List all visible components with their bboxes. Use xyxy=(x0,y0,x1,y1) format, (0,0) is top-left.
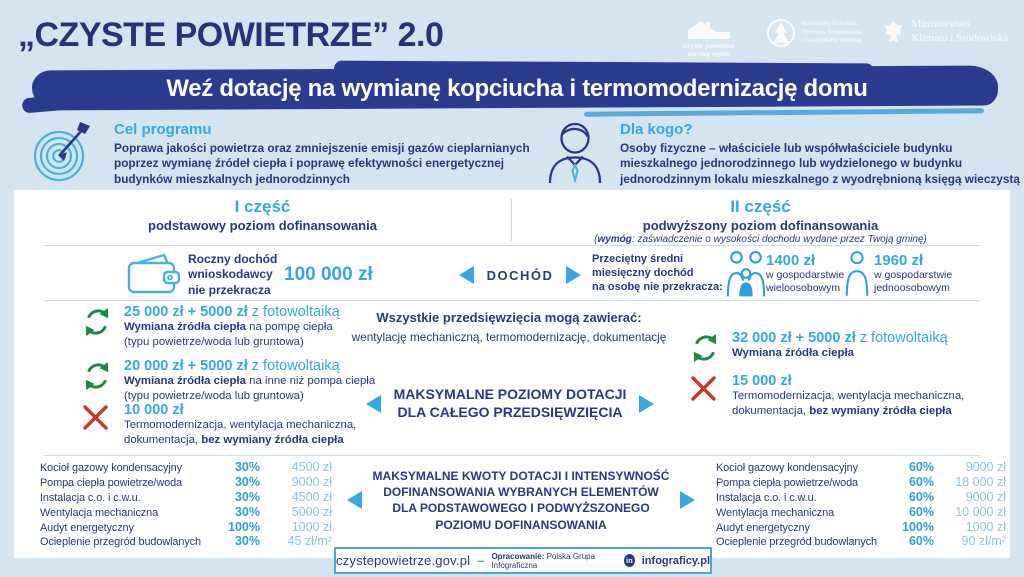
subsidy-item: 10 000 zł Termomodernizacja, wentylacja mechaniczna, dokumentacja, bez wymiany źródła ciepła xyxy=(82,402,356,447)
who-body: Osoby fizyczne – właściciele lub współwłaściciele budynku mieszkalnego jednorodzinnego lub wydzielonego w budynku jednorodzinnym lokalu mieszkalnego z wyodrębnioną księgą wieczystą xyxy=(620,141,1020,186)
program-url: czystepowietrze.gov.pl xyxy=(336,553,471,568)
part2-note: (wymóg: zaświadczenie o wysokości dochodu wydane przez Twoją gminę) xyxy=(594,234,927,245)
arrow-right-icon xyxy=(639,395,654,413)
arrow-left-icon xyxy=(459,266,474,284)
single-household-value: 1960 zł w gospodarstwie jednoosobowym xyxy=(874,252,953,295)
table-row: Kocioł gazowy kondensacyjny 60% 9000 zł xyxy=(716,460,1006,474)
goal-heading: Cel programu xyxy=(114,121,212,138)
part2-header xyxy=(511,197,1010,245)
single-person-icon xyxy=(844,250,870,302)
wallet-icon xyxy=(126,253,180,300)
table-row: Ocieplenie przegród budowlanych 30% 45 zł/m² xyxy=(40,534,332,549)
arrow-right-icon xyxy=(566,266,581,284)
infograficy-logo-icon: in xyxy=(624,554,635,567)
income-axis xyxy=(440,266,600,284)
row-divider xyxy=(44,455,980,456)
logo-text: Narodowy Fundusz xyxy=(801,20,858,28)
who-section xyxy=(620,121,1020,187)
part2-subtitle: podwyższony poziom dofinansowania xyxy=(642,218,879,233)
family-icon xyxy=(726,250,766,302)
x-icon xyxy=(690,373,720,407)
credit-text: Opracowanie: Polska Grupa Infograficzna xyxy=(491,551,596,570)
table-row: Wentylacja mechaniczna 30% 5000 zł xyxy=(40,504,332,519)
person-icon xyxy=(546,119,604,188)
multi-household-value: 1400 zł w gospodarstwie wieloosobowym xyxy=(766,252,845,295)
recycle-icon xyxy=(82,358,112,397)
elevated-level-table xyxy=(716,460,1006,549)
partner-logos xyxy=(674,18,1008,59)
all-projects-subtitle: wentylację mechaniczną, termomodernizację, dokumentację xyxy=(351,330,667,344)
headline-banner xyxy=(24,64,1010,116)
separator-dash: – xyxy=(477,553,485,568)
subsidy-item: 32 000 zł + 5000 zł z fotowoltaiką Wymiana źródła ciepła xyxy=(690,330,948,369)
logo-text: Ochrony Środowiska xyxy=(801,28,862,36)
arrow-left-icon xyxy=(366,395,381,413)
multi-amount: 1400 zł xyxy=(766,252,816,269)
eagle-icon xyxy=(883,20,904,44)
table-row: Audyt energetyczny 100% 1000 zł xyxy=(40,519,332,534)
czyste-powietrze-logo xyxy=(674,18,744,59)
annual-income-label: Roczny dochód wnioskodawcy nie przekracza xyxy=(188,252,278,297)
brand-name: infograficy.pl xyxy=(641,554,710,567)
all-projects-title: Wszystkie przedsięwzięcia mogą zawierać: xyxy=(376,310,642,325)
table-row: Pompa ciepła powietrze/woda 30% 9000 zł xyxy=(40,474,332,489)
house-icon xyxy=(687,18,731,40)
table-row: Instalacja c.o. i c.w.u. 60% 9000 zł xyxy=(716,489,1006,504)
subsidy-item: 20 000 zł + 5000 zł z fotowoltaiką Wymiana źródła ciepła na inne niż pompa ciepła (typu powietrze/woda lub gruntowa) xyxy=(82,358,375,403)
goal-section xyxy=(114,121,559,187)
table-row: Ocieplenie przegród budowlanych 60% 90 zł/m² xyxy=(716,534,1006,549)
logo-text: i Gospodarki Wodnej xyxy=(801,37,862,45)
footer-bar xyxy=(334,547,712,574)
subsidy-item: 15 000 zł Termomodernizacja, wentylacja mechaniczna, dokumentacja, bez wymiany źródła ciepła xyxy=(690,373,964,418)
monthly-income-label: Przeciętny średni miesięczny dochód na osobę nie przekracza: xyxy=(592,253,723,294)
who-heading: Dla kogo? xyxy=(620,121,693,138)
part1-header xyxy=(14,197,511,233)
recycle-icon xyxy=(690,330,720,369)
basic-level-table xyxy=(40,460,332,549)
recycle-icon xyxy=(82,304,112,343)
page-title: „CZYSTE POWIETRZE” 2.0 xyxy=(18,16,444,54)
target-icon xyxy=(32,119,94,188)
goal-body: Poprawa jakości powietrza oraz zmniejszenie emisji gazów cieplarnianych poprzez wymianę źródeł ciepła i poprawę efektywności energetycznej budynków mieszkalnych jednorodzinnych xyxy=(114,141,530,186)
income-axis-label: DOCHÓD xyxy=(486,267,554,283)
table-row: Pompa ciepła powietrze/woda 60% 18 000 zł xyxy=(716,474,1006,489)
part1-title: I część xyxy=(234,197,291,216)
arrow-right-icon xyxy=(680,491,695,509)
ministry-logo xyxy=(883,18,1008,46)
tree-circle-icon xyxy=(766,18,796,48)
subsidy-item: 25 000 zł + 5000 zł z fotowoltaiką Wymiana źródła ciepła na pompę ciepła (typu powietrze/woda lub gruntowa) xyxy=(82,304,340,349)
nfosigw-logo xyxy=(766,18,861,48)
table-row: Kocioł gazowy kondensacyjny 30% 4500 zł xyxy=(40,460,332,474)
row-divider xyxy=(44,245,980,246)
x-icon xyxy=(82,402,112,436)
logo-text: zdrowy wybór xyxy=(687,51,731,59)
max-levels-banner: MAKSYMALNE POZIOMY DOTACJI DLA CAŁEGO PRZEDSIĘWZIĘCIA xyxy=(344,386,676,421)
brush-swish xyxy=(584,108,984,116)
logo-text: czyste powietrze xyxy=(683,43,736,51)
logo-text: Ministerstwo xyxy=(911,18,970,30)
logo-text: Klimatu i Środowiska xyxy=(911,31,1008,44)
max-amounts-banner: MAKSYMALNE KWOTY DOTACJI I INTENSYWNOŚĆ DOFINANSOWANIA WYBRANYCH ELEMENTÓW DLA PODSTAWOWEGO I PODWYŻSZONEGO POZIOMU DOFINANSOWANIA xyxy=(330,468,712,533)
row-divider xyxy=(44,300,980,301)
headline-text: Weź dotację na wymianę kopciucha i termomodernizację domu xyxy=(166,75,868,102)
part1-subtitle: podstawowy poziom dofinansowania xyxy=(148,218,377,233)
table-row: Audyt energetyczny 100% 1000 zł xyxy=(716,519,1006,534)
part2-title: II część xyxy=(730,197,791,216)
annual-income-value: 100 000 zł xyxy=(284,264,373,285)
single-amount: 1960 zł xyxy=(874,252,924,269)
main-panel xyxy=(14,190,1010,558)
arrow-left-icon xyxy=(347,491,362,509)
table-row: Wentylacja mechaniczna 60% 10 000 zł xyxy=(716,504,1006,519)
table-row: Instalacja c.o. i c.w.u. 30% 4500 zł xyxy=(40,489,332,504)
